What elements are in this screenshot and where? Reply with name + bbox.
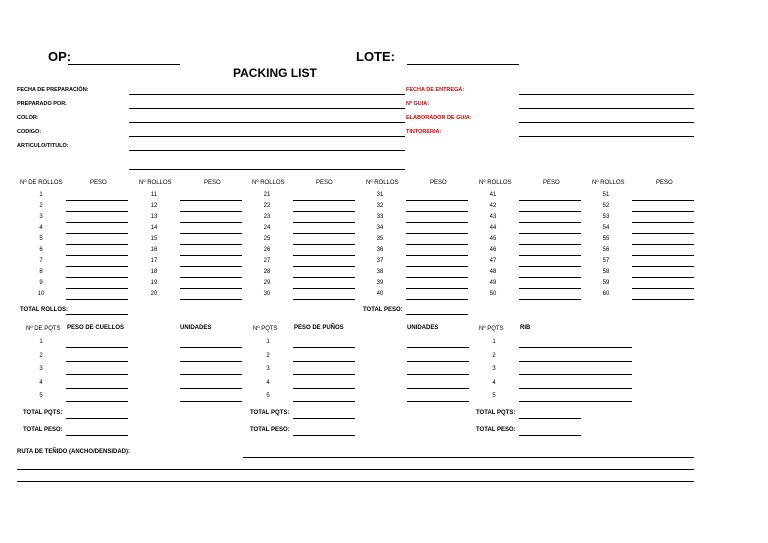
rollo-number: 5 — [39, 236, 43, 242]
peso-field[interactable] — [519, 222, 581, 223]
rollos-header: Nº ROLLOS — [139, 180, 172, 186]
field-input-extra[interactable] — [129, 169, 405, 170]
unidades-field[interactable] — [407, 361, 469, 362]
peso-group-header: PESO DE PUÑOS — [294, 325, 344, 331]
unidades-field[interactable] — [407, 374, 469, 375]
peso-group-header: RIB — [520, 325, 531, 331]
peso-field[interactable] — [66, 222, 128, 223]
rollos-header: Nº ROLLOS — [479, 180, 512, 186]
pqts-number: 1 — [39, 339, 43, 345]
peso-field[interactable] — [66, 288, 128, 289]
rollo-number: 42 — [489, 203, 497, 209]
pqts-number: 5 — [492, 393, 496, 399]
field-label: PREPARADO POR: — [17, 101, 68, 107]
rollo-number: 53 — [602, 214, 610, 220]
field-label-red: FECHA DE ENTREGA: — [406, 87, 465, 93]
peso-field[interactable] — [406, 200, 468, 201]
rollo-number: 12 — [150, 203, 158, 209]
peso-field[interactable] — [632, 255, 694, 256]
pqts-number: 5 — [266, 393, 270, 399]
unidades-field[interactable] — [407, 347, 469, 348]
peso-header: PESO — [656, 180, 673, 186]
rib-field[interactable] — [519, 347, 632, 348]
rollo-number: 17 — [150, 258, 158, 264]
rollo-number: 23 — [263, 214, 271, 220]
peso-field[interactable] — [180, 222, 242, 223]
rollo-number: 57 — [602, 258, 610, 264]
rollo-number: 31 — [376, 192, 384, 198]
peso-field[interactable] — [406, 244, 468, 245]
rollo-number: 59 — [602, 280, 610, 286]
total-peso-label: TOTAL PESO: — [23, 427, 63, 433]
pqts-number: 2 — [492, 352, 496, 359]
peso-field[interactable] — [180, 200, 242, 201]
rollo-number: 44 — [489, 225, 497, 231]
peso-field[interactable] — [406, 211, 468, 212]
peso-field[interactable] — [406, 266, 468, 267]
rollo-number: 2 — [39, 203, 43, 209]
peso-field[interactable] — [293, 361, 355, 362]
peso-field[interactable] — [293, 211, 355, 212]
total-peso-field[interactable] — [519, 435, 581, 436]
rollo-number: 8 — [39, 269, 43, 275]
rollos-header: Nº ROLLOS — [592, 180, 625, 186]
rollo-number: 51 — [602, 192, 610, 198]
rollos-header: Nº DE ROLLOS — [20, 180, 63, 186]
field-label: FECHA DE PREPARACIÓN: — [17, 87, 89, 93]
rollo-number: 4 — [39, 225, 43, 231]
field-input[interactable] — [519, 136, 694, 137]
field-label: CODIGO: — [17, 129, 42, 135]
total-pqts-label: TOTAL PQTS: — [23, 410, 63, 416]
rollo-number: 37 — [376, 258, 384, 264]
peso-field[interactable] — [293, 401, 355, 402]
unidades-field[interactable] — [407, 388, 469, 389]
rollo-number: 20 — [150, 291, 158, 297]
peso-header: PESO — [430, 180, 447, 186]
rollo-number: 9 — [39, 280, 43, 286]
peso-field[interactable] — [632, 222, 694, 223]
unidades-header: UNIDADES — [180, 325, 212, 331]
peso-field[interactable] — [180, 244, 242, 245]
peso-field[interactable] — [66, 277, 128, 278]
pqts-header: Nº PQTS — [253, 326, 278, 332]
pqts-header: Nº PQTS — [479, 326, 504, 332]
peso-group-header: PESO DE CUELLOS — [67, 325, 125, 331]
rollo-number: 21 — [263, 192, 271, 198]
rollo-number: 29 — [263, 280, 271, 286]
rollo-number: 1 — [39, 192, 43, 198]
peso-field[interactable] — [519, 200, 581, 201]
pqts-number: 2 — [39, 352, 43, 359]
peso-field[interactable] — [406, 288, 468, 289]
peso-header: PESO — [543, 180, 560, 186]
ruta-field-line-2[interactable] — [17, 469, 694, 470]
peso-field[interactable] — [519, 211, 581, 212]
total-peso-field[interactable] — [406, 314, 468, 315]
rollo-number: 6 — [39, 247, 43, 253]
peso-field[interactable] — [180, 233, 242, 234]
peso-field[interactable] — [66, 266, 128, 267]
pqts-number: 1 — [492, 339, 496, 345]
peso-field[interactable] — [632, 277, 694, 278]
rib-field[interactable] — [519, 374, 632, 375]
peso-field[interactable] — [66, 299, 128, 300]
rollo-number: 28 — [263, 269, 271, 275]
rollo-number: 48 — [489, 269, 497, 275]
peso-field[interactable] — [293, 388, 355, 389]
peso-field[interactable] — [406, 299, 468, 300]
peso-header: PESO — [90, 180, 107, 186]
field-input[interactable] — [129, 150, 405, 151]
rollo-number: 3 — [39, 214, 43, 220]
pqts-number: 5 — [39, 393, 43, 399]
unidades-header: UNIDADES — [407, 325, 439, 331]
field-input[interactable] — [129, 122, 405, 123]
total-rollos-field[interactable] — [66, 314, 128, 315]
total-pqts-field[interactable] — [293, 418, 355, 419]
rollo-number: 16 — [150, 247, 158, 253]
peso-field[interactable] — [293, 374, 355, 375]
rollo-number: 34 — [376, 225, 384, 231]
peso-field[interactable] — [293, 233, 355, 234]
rib-field[interactable] — [519, 361, 632, 362]
rollo-number: 47 — [489, 258, 497, 264]
rollo-number: 55 — [602, 236, 610, 242]
field-input[interactable] — [519, 122, 694, 123]
rollo-number: 32 — [376, 203, 384, 209]
pqts-number: 4 — [266, 379, 270, 386]
peso-header: PESO — [316, 180, 333, 186]
peso-field[interactable] — [632, 288, 694, 289]
rollo-number: 50 — [489, 291, 497, 297]
rollo-number: 58 — [602, 269, 610, 275]
peso-field[interactable] — [66, 211, 128, 212]
unidades-field[interactable] — [180, 401, 242, 402]
rollo-number: 24 — [263, 225, 271, 231]
peso-field[interactable] — [293, 244, 355, 245]
rollo-number: 52 — [602, 203, 610, 209]
rollo-number: 45 — [489, 236, 497, 242]
rollo-number: 36 — [376, 247, 384, 253]
peso-field[interactable] — [293, 288, 355, 289]
rollo-number: 19 — [150, 280, 158, 286]
peso-field[interactable] — [66, 255, 128, 256]
rollo-number: 26 — [263, 247, 271, 253]
field-input[interactable] — [129, 94, 405, 95]
peso-field[interactable] — [66, 361, 128, 362]
total-peso-label: TOTAL PESO: — [476, 427, 516, 433]
rollo-number: 40 — [376, 291, 384, 297]
rollo-number: 27 — [263, 258, 271, 264]
field-input[interactable] — [519, 94, 694, 95]
pqts-number: 3 — [266, 366, 270, 372]
rollo-number: 22 — [263, 203, 271, 209]
total-peso-field[interactable] — [293, 435, 355, 436]
peso-field[interactable] — [66, 244, 128, 245]
rollo-number: 43 — [489, 214, 497, 220]
total-peso-field[interactable] — [66, 435, 128, 436]
peso-field[interactable] — [519, 277, 581, 278]
total-peso-label: TOTAL PESO: — [250, 427, 290, 433]
peso-field[interactable] — [406, 277, 468, 278]
total-pqts-field[interactable] — [519, 418, 581, 419]
peso-field[interactable] — [293, 200, 355, 201]
peso-field[interactable] — [406, 233, 468, 234]
rollo-number: 11 — [150, 192, 158, 198]
peso-field[interactable] — [66, 200, 128, 201]
peso-field[interactable] — [66, 388, 128, 389]
peso-field[interactable] — [180, 255, 242, 256]
rollo-number: 41 — [489, 192, 497, 198]
rollo-number: 18 — [150, 269, 158, 275]
peso-field[interactable] — [519, 288, 581, 289]
peso-field[interactable] — [632, 211, 694, 212]
rollo-number: 54 — [602, 225, 610, 231]
field-label-red: TINTORERIA: — [406, 129, 442, 135]
peso-field[interactable] — [66, 374, 128, 375]
peso-field[interactable] — [180, 299, 242, 300]
peso-field[interactable] — [519, 299, 581, 300]
op-field[interactable] — [68, 64, 180, 65]
peso-header: PESO — [204, 180, 221, 186]
field-input[interactable] — [129, 108, 405, 109]
ruta-field-line-1[interactable] — [243, 457, 694, 458]
page-title: PACKING LIST — [233, 66, 317, 80]
peso-field[interactable] — [66, 401, 128, 402]
peso-field[interactable] — [519, 266, 581, 267]
peso-field[interactable] — [293, 266, 355, 267]
rollo-number: 25 — [263, 236, 271, 242]
pqts-number: 2 — [266, 352, 270, 359]
field-label: ARTICULO/TITULO: — [17, 143, 69, 149]
peso-field[interactable] — [519, 255, 581, 256]
op-label: OP: — [48, 49, 72, 64]
field-label: COLOR: — [17, 115, 39, 121]
peso-field[interactable] — [293, 255, 355, 256]
peso-field[interactable] — [406, 255, 468, 256]
lote-label: LOTE: — [356, 49, 395, 64]
rollo-number: 10 — [37, 291, 45, 297]
unidades-field[interactable] — [180, 388, 242, 389]
total-pqts-field[interactable] — [66, 418, 128, 419]
rollo-number: 13 — [150, 214, 158, 220]
peso-field[interactable] — [632, 266, 694, 267]
rollo-number: 33 — [376, 214, 384, 220]
unidades-field[interactable] — [180, 361, 242, 362]
rollo-number: 38 — [376, 269, 384, 275]
peso-field[interactable] — [406, 222, 468, 223]
peso-field[interactable] — [293, 347, 355, 348]
peso-field[interactable] — [180, 288, 242, 289]
peso-field[interactable] — [66, 347, 128, 348]
unidades-field[interactable] — [180, 347, 242, 348]
field-input[interactable] — [129, 136, 405, 137]
pqts-number: 4 — [492, 379, 496, 386]
rollo-number: 7 — [39, 258, 43, 264]
total-rollos-label: TOTAL ROLLOS: — [20, 307, 68, 313]
ruta-label: RUTA DE TEÑIDO (ANCHO/DENSIDAD): — [17, 449, 130, 455]
field-label-red: ELABORADOR DE GUIA: — [406, 115, 472, 121]
pqts-header: Nº DE PQTS — [26, 326, 61, 332]
peso-field[interactable] — [632, 200, 694, 201]
total-pqts-label: TOTAL PQTS: — [476, 410, 516, 416]
peso-field[interactable] — [180, 266, 242, 267]
field-input[interactable] — [519, 108, 694, 109]
rollo-number: 60 — [602, 291, 610, 297]
unidades-field[interactable] — [407, 401, 469, 402]
pqts-number: 1 — [266, 339, 270, 345]
unidades-field[interactable] — [180, 374, 242, 375]
lote-field[interactable] — [407, 64, 519, 65]
peso-field[interactable] — [632, 244, 694, 245]
ruta-field-line-3[interactable] — [17, 481, 694, 482]
peso-field[interactable] — [66, 233, 128, 234]
field-label-red: Nº GUIA: — [406, 101, 430, 107]
total-pqts-label: TOTAL PQTS: — [250, 410, 290, 416]
peso-field[interactable] — [293, 299, 355, 300]
rollo-number: 30 — [263, 291, 271, 297]
peso-field[interactable] — [293, 222, 355, 223]
peso-field[interactable] — [180, 277, 242, 278]
pqts-number: 3 — [39, 366, 43, 372]
peso-field[interactable] — [632, 299, 694, 300]
peso-field[interactable] — [632, 233, 694, 234]
pqts-number: 4 — [39, 379, 43, 386]
rollo-number: 46 — [489, 247, 497, 253]
rollo-number: 14 — [150, 225, 158, 231]
rollos-header: Nº ROLLOS — [366, 180, 399, 186]
rollo-number: 39 — [376, 280, 384, 286]
rollos-header: Nº ROLLOS — [252, 180, 285, 186]
rib-field[interactable] — [519, 401, 632, 402]
peso-field[interactable] — [519, 244, 581, 245]
rollo-number: 35 — [376, 236, 384, 242]
peso-field[interactable] — [180, 211, 242, 212]
rollo-number: 49 — [489, 280, 497, 286]
peso-field[interactable] — [293, 277, 355, 278]
rollo-number: 56 — [602, 247, 610, 253]
rib-field[interactable] — [519, 388, 632, 389]
rollo-number: 15 — [150, 236, 158, 242]
pqts-number: 3 — [492, 366, 496, 372]
total-peso-label: TOTAL PESO: — [363, 307, 403, 313]
peso-field[interactable] — [519, 233, 581, 234]
